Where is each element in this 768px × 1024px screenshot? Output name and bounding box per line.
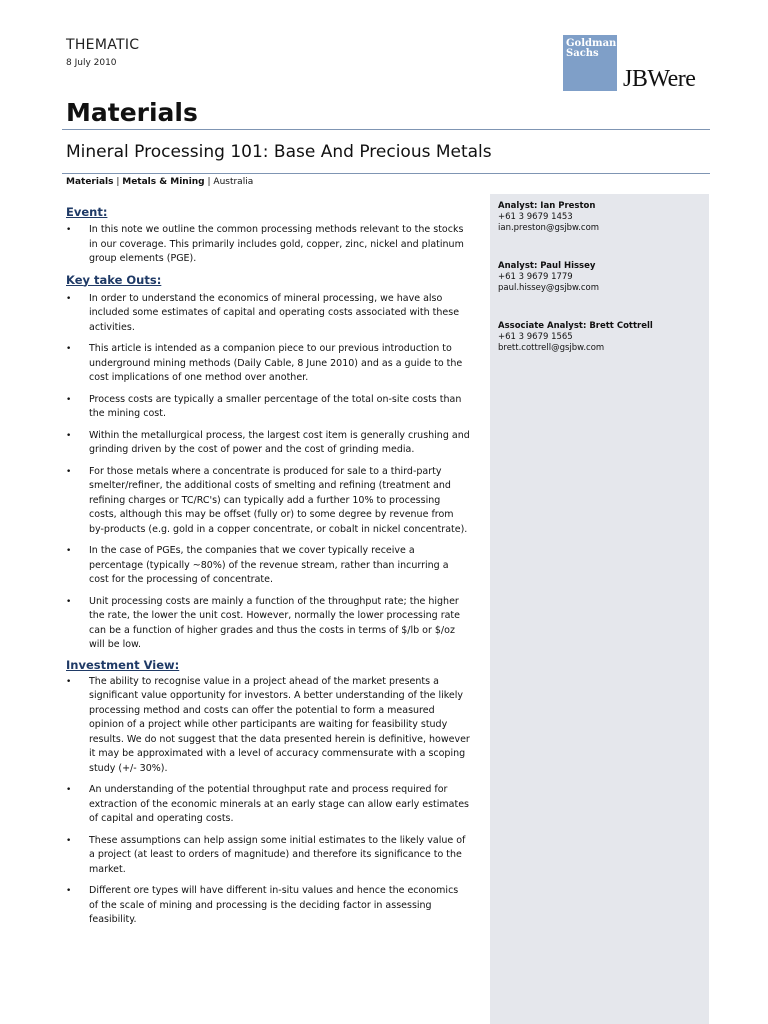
bullet-item: • Process costs are typically a smaller percentage of the total on-site costs than the mining cost.: [66, 393, 470, 422]
title-divider: [62, 129, 710, 130]
tag-separator: |: [113, 177, 123, 187]
section-key-takeouts: [66, 273, 470, 653]
bullet-item: • For those metals where a concentrate is produced for sale to a third-party smelter/refiner, the additional costs of smelting and refining (treatment and refining charges or TC/RC's) can typically add a further 10% to processing costs, although this may be offset (fully or) to some degree by revenue from by-products (e.g. gold in a copper concentrate, or cobalt in nickel concentrate).: [66, 465, 470, 538]
analyst-phone: +61 3 9679 1779: [498, 272, 573, 282]
analyst-name: Analyst: Ian Preston: [498, 201, 596, 211]
bullet-item: • These assumptions can help assign some initial estimates to the likely value of a project (at least to orders of magnitude) and therefore its significance to the market.: [66, 834, 470, 878]
tag-sector: Materials: [66, 177, 114, 187]
investment-view-bullets: [66, 675, 470, 928]
section-heading: Event:: [66, 205, 108, 219]
section-investment-view: [66, 658, 470, 928]
bullet-item: • Unit processing costs are mainly a function of the throughput rate; the higher the rate, the lower the unit cost. However, normally the lower processing rate can be a function of higher grades and thus the costs in terms of $/lb or $/oz will be low.: [66, 595, 470, 653]
report-body: [66, 205, 470, 935]
section-event: [66, 205, 470, 267]
jbwere-logo: JBWere: [623, 66, 696, 92]
logo-gs-line2: Sachs: [566, 48, 599, 59]
event-bullets: [66, 223, 470, 267]
analyst-name: Analyst: Paul Hissey: [498, 261, 596, 271]
analyst-phone: +61 3 9679 1565: [498, 332, 573, 342]
bullet-item: • In this note we outline the common processing methods relevant to the stocks in our coverage. This primarily includes gold, copper, zinc, nickel and platinum group elements (PGE).: [66, 223, 470, 267]
bullet-item: • An understanding of the potential throughput rate and process required for extraction of the economic minerals at an early stage can allow early estimates of capital and operating costs.: [66, 783, 470, 827]
analyst-card: [498, 201, 599, 234]
analyst-card: [498, 261, 599, 294]
report-tags: [66, 177, 253, 187]
tag-region: Australia: [213, 177, 254, 187]
analyst-email[interactable]: ian.preston@gsjbw.com: [498, 223, 600, 233]
logo-gs-line1: Goldman: [566, 38, 617, 49]
report-category: THEMATIC: [66, 37, 140, 53]
goldman-sachs-logo: [563, 35, 617, 91]
subtitle-divider: [62, 173, 710, 174]
analyst-email[interactable]: brett.cottrell@gsjbw.com: [498, 343, 605, 353]
report-subtitle: Mineral Processing 101: Base And Precious Metals: [66, 142, 492, 162]
report-date: 8 July 2010: [66, 58, 117, 68]
page-title: Materials: [66, 98, 198, 127]
section-heading: Investment View:: [66, 657, 180, 672]
bullet-item: • Within the metallurgical process, the largest cost item is generally crushing and grinding driven by the cost of power and the cost of grinding media.: [66, 429, 470, 458]
key-takeouts-bullets: [66, 292, 470, 653]
bullet-item: • In the case of PGEs, the companies that we cover typically receive a percentage (typically ~80%) of the revenue stream, rather than incurring a cost for the processing of concentrate.: [66, 544, 470, 588]
section-heading: Key take Outs:: [66, 272, 162, 287]
analyst-phone: +61 3 9679 1453: [498, 212, 573, 222]
bullet-item: • In order to understand the economics of mineral processing, we have also included some estimates of capital and operating costs associated with these activities.: [66, 292, 470, 336]
bullet-item: • Different ore types will have different in-situ values and hence the economics of the scale of mining and processing is the deciding factor in assessing feasibility.: [66, 884, 470, 928]
bullet-item: • The ability to recognise value in a project ahead of the market presents a significant value opportunity for investors. A better understanding of the likely processing method and costs can offer the potential to form a measured opinion of a project while other participants are waiting for feasibility study results. We do not suggest that the data presented herein is definitive, however it may be approximated with a level of accuracy commensurate with a scoping study (+/- 30%).: [66, 675, 470, 777]
bullet-item: • This article is intended as a companion piece to our previous introduction to underground mining methods (Daily Cable, 8 June 2010) and as a guide to the cost implications of one method over another.: [66, 342, 470, 386]
analyst-card: [498, 321, 653, 354]
analyst-email[interactable]: paul.hissey@gsjbw.com: [498, 283, 600, 293]
tag-industry: Metals & Mining: [122, 177, 205, 187]
tag-separator: |: [204, 177, 214, 187]
analyst-sidebar: [490, 194, 709, 1024]
analyst-name: Associate Analyst: Brett Cottrell: [498, 321, 653, 331]
